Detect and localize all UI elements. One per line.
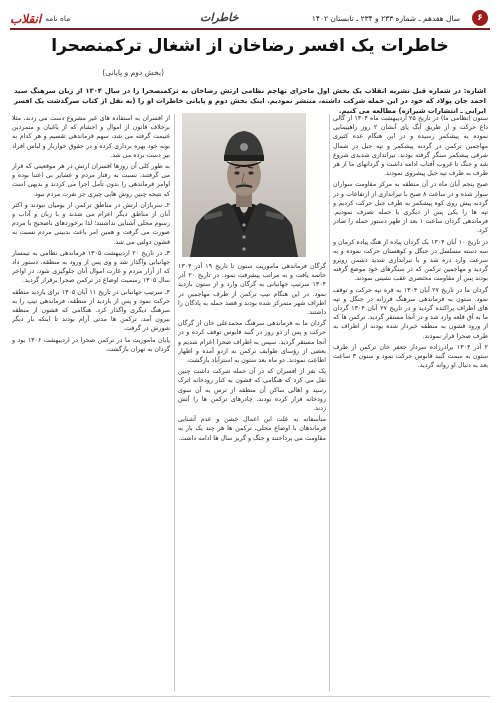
article-title: خاطرات یک افسر رضاخان از اشغال ترکمنصحرا [51, 36, 449, 56]
column-divider [174, 114, 175, 692]
column-divider [329, 114, 330, 692]
page-header [10, 12, 490, 30]
article-lead: اشاره: در شماره قبل نشریه انقلاب یک بخش اول ماجرای تهاجم نظامی ارتش رضاخان به ترکمنصحرا را در سال ۱۳۰۴ از زبان سرهنگ سید احمد جان پولاد که خود در این حمله شرکت داشته، منتشر نمودیم. اینک بخش دوم و پایانی خاطرات او را (به نقل از کتاب سرگذشت یک افسر ایرانی ـ انتشارات شیرازه) مطالعه می کنیم. [14, 87, 487, 115]
footer-divider [10, 696, 490, 697]
logo-subtitle: ماه نامه [45, 14, 71, 23]
paragraph: ۲ آذر ۱۳۰۴ برادرزاده سردار جعفر خان ترکمن از طرف ستون به سمت گنبد قابوس حرکت نمود و ستون ۳ ساعت بعد به دنبال او روانه گردید. [333, 343, 488, 370]
paragraph: گرگان فرماندهی ماموریت ستون تا تاریخ ۱۹ آذر ۱۳۰۴ خاتمه یافت و به مراتب پیشرفت نمود. در تاریخ ۲۰ آذر ۱۳۰۴ سرتیپ جهانبانی به گرگان وارد و از ستون بازدید نمود. در این هنگام تیپ ترکمن از طرف مهاجمین در اطراف شهر متمرکز شده بودند و قصد حمله به پادگان را داشتند. [178, 263, 326, 317]
paragraph: گردان ما به فرماندهی سرهنگ محمدعلی خان از گرگان حرکت و پس از دو روز در گنبد قابوس توقف کرده و در آنجا مستقر گردید. سپس به اطراف صحرا اعزام شدیم و بعضی از رؤسای طوایف ترکمن به اردو آمده و اظهار اطاعت نمودند. دو ماه بعد ستون به استرآباد بازگشت. [178, 320, 326, 365]
paragraph: ۴ـ سرتیپ جهانبانی در تاریخ ۱۱ آبان ۱۳۰۵ برای بازدید منطقه حرکت نمود و پس از بازدید از منطقه، فرماندهی تیپ را به سرهنگ دیگری واگذار کرد. هنگامی که قشون از منطقه بیرون آمد، ترکمن ها مدتی آرام بودند تا اینکه بار دیگر شورش در گرفت. [12, 288, 170, 333]
paragraph: متأسفانه به علت این اعمال خشن و عدم آشنایی فرماندهان با اوضاع محلی، ترکمن ها هر چند یک بار به مقاومت می پرداختند و جنگ و گریز سال ها ادامه داشت. [178, 416, 326, 442]
paragraph: از افسران به استفاده های غیر مشروع دست می زدند، مثلا برخلاف قانون از اموال و احشام که از یاغیان و متمردین غنیمت گرفته می شد، سهم فرماندهی تقسیم و هر کدام به نوبه خود بهره برداری کرده و در حقوق خواربار و لباس افراد نیز دست برده می شد. [12, 115, 170, 159]
page-number-badge: ۶ [472, 10, 488, 26]
paragraph: ۲ـ سربازان ارتش در مناطق ترکمن از بومیان نبودند و اکثر آنان از مناطق دیگر اعزام می شدند و با زبان و آداب و رسوم محلی آشنایی نداشتند؛ لذا برخوردهای ناصحیح با مردم صورت می گرفت و همین امر باعث بدبینی مردم نسبت به قشون دولتی می شد. [12, 201, 170, 246]
paragraph: ستون (نظامی ما) در تاریخ ۲۵ اردیبهشت ماه ۱۳۰۴ از گالی داغ حرکت و از طریق آبگ پای آبشان ۲ روز راهپیمایی نموده به پیشکمر رسیده و در این هنگام عده کثیری مهاجمین ترکمن در گردنه پیشکمر و تپه جبل در شمال شرقی پیشکمر سنگر گرفته بودند. تیراندازی شدیدی شروع شد و جنگ تا غروب آفتاب ادامه داشت و گردانهای ما از هر طرف به طرف تپه جبل پیشروی نمودند. [333, 115, 488, 178]
paragraph: در تاریخ ۱۰ آبان ۱۳۰۴ یک گردان پیاده از هنگ پیاده کرمان و سه دسته مسلسل در جنگل و کوهستان حرکت نموده و به سرعت وارد دره شد و با تیراندازی شدید دشمن روبرو گردید و مهاجمین ترکمن که در سنگرهای خود موضع گرفته بودند پس از مقاومت مختصری عقب نشینی نمودند. [333, 238, 488, 283]
magazine-logo [10, 11, 70, 26]
paragraph: ۳ـ در تاریخ ۲۰ اردیبهشت ۱۳۰۵ فرماندهی نظامی به تیمسار جهانبانی واگذار شد و وی پس از ورود به منطقه، دستور داد که از آزار مردم و غارت اموال آنان جلوگیری شود. در اواخر سال ۱۳۰۵ رسمیت اوضاع در ترکمن صحرا برقرار گردید. [12, 249, 170, 285]
logo-text: انقلاب [10, 11, 42, 26]
issue-info: سال هفدهم ـ شماره ۲۳۳ و ۲۳۴ ـ تابستان ۱۴۰۲ [311, 14, 460, 23]
paragraph: گردان ما در تاریخ ۲۷ آبان ۱۳۰۴ به قره تپه حرکت و توقف نمود. ستون به فرماندهی سرهنگ فرزانه در جنگل و تپه های اطراف پراکنده گردید و در تاریخ ۲۷ آبان ۱۳۰۴ گردان ما به آق قلعه وارد شد و در آنجا مستقر گردید. ترکمن ها که از ورود قشون به منطقه خبردار شده بودند از اطراف به طرف صحرا فرار نمودند. [333, 286, 488, 340]
article-column-left [12, 114, 170, 694]
article-subtitle: (بخش دوم و پایانی) [102, 68, 164, 77]
paragraph: به طور کلی آن روزها افسران ارتش در هر موقعیتی که قرار می گرفتند، نسبت به رفتار مردم و عشایر بی اعتنا بوده و اوامر فرماندهی را بدون تأمل اجرا می کردند و بدیهی است که نتیجه چنین روش هایی چیزی جز نفرت مردم نبود. [12, 163, 170, 198]
officer-portrait-photo [182, 113, 306, 257]
paragraph: پایان ماموریت ما در ترکمن صحرا در اردیبهشت ۱۳۰۶ بود و گردان به تهران بازگشت. [12, 336, 170, 353]
paragraph: صبح پنجم آبان ماه در آن منطقه به مرکز مقاومت سواران سوار شده و در ساعت ۸ صبح با تیراندازی از ارتفاعات و در گردنه پیش روی کوه پیشکمر به طرف جبل حرکت کردیم و تپه ها را یکی پس از دیگری با حمله تصرف نمودیم. فرماندهی گردان ساعت ۱ بعد از ظهر دستور حمله را صادر کرد. [333, 181, 488, 235]
section-name: خاطرات [200, 11, 239, 24]
article-column-right [333, 114, 488, 694]
paragraph: یک نفر از افسران که در آن حمله شرکت داشت چنین نقل می کرد که هنگامی که قشون به کنار رودخانه اترک رسید و اهالی ساکن آن منطقه از ترس به آن سوی رودخانه فرار کرده بودند، چادرهای ترکمن ها را آتش زدند. [178, 368, 326, 413]
article-column-middle [178, 262, 326, 694]
